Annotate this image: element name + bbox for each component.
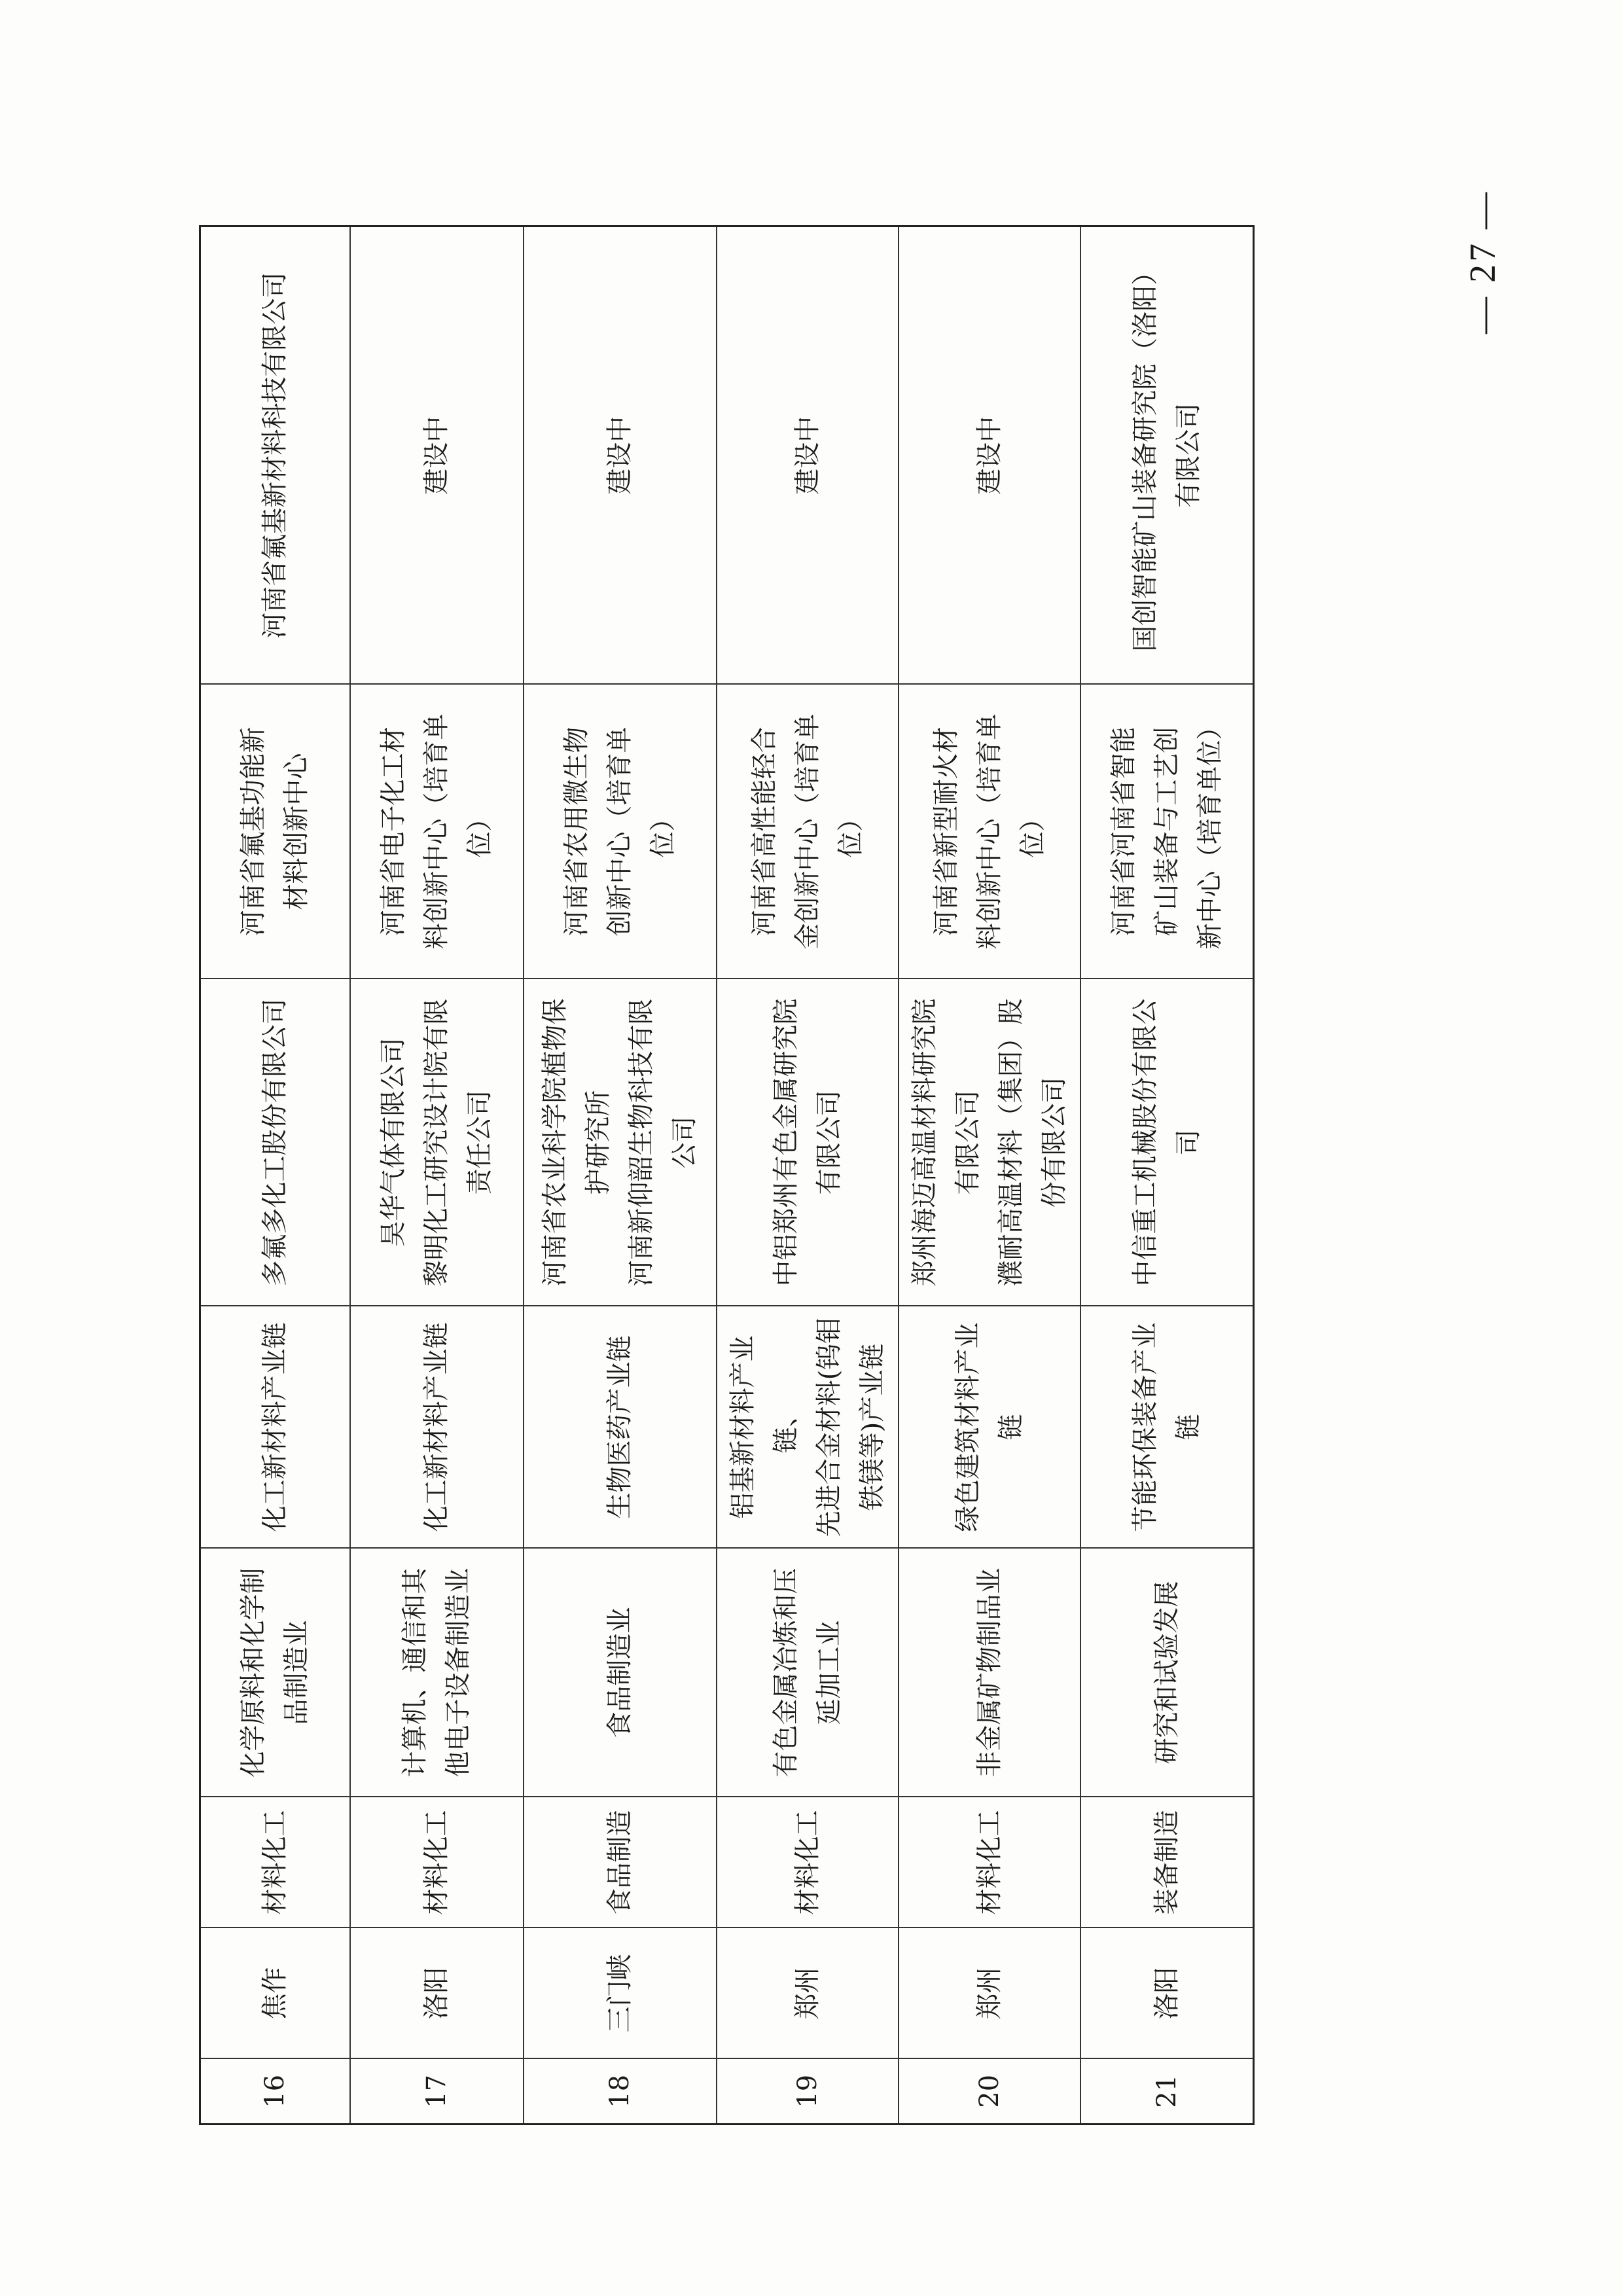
innovation-center-cell bbox=[350, 685, 524, 979]
innovation-center-text-line: 位） bbox=[1017, 805, 1048, 858]
builder-company-cell bbox=[200, 226, 350, 685]
industry-chain-text-line: 化工新材料产业链 bbox=[260, 1322, 291, 1532]
sector-cell bbox=[899, 1549, 1080, 1797]
company-cell bbox=[524, 979, 717, 1306]
company-text-line: 昊华气体有限公司 bbox=[378, 1037, 408, 1247]
builder-company-cell bbox=[1080, 226, 1254, 685]
page-number: — 27 — bbox=[1463, 190, 1503, 334]
industry-chain-text-line: 铁镁等)产业链 bbox=[857, 1343, 887, 1511]
builder-company-cell bbox=[350, 226, 524, 685]
builder-company-text-line: 建设中 bbox=[792, 416, 823, 495]
industry-chain-cell bbox=[350, 1306, 524, 1549]
city-cell: 洛阳 bbox=[1080, 1928, 1254, 2059]
table-row bbox=[1080, 226, 1254, 2125]
sector-text-line: 计算机、通信和其 bbox=[400, 1568, 430, 1778]
industry-chain-text-line: 化工新材料产业链 bbox=[421, 1322, 452, 1532]
sector-cell bbox=[1080, 1549, 1254, 1797]
industry-cell: 食品制造 bbox=[524, 1797, 717, 1928]
innovation-center-text-line: 料创新中心（培育单 bbox=[974, 713, 1005, 950]
sector-text-line: 品制造业 bbox=[281, 1620, 312, 1725]
innovation-center-text-line: 位） bbox=[465, 805, 495, 858]
sector-cell bbox=[717, 1549, 899, 1797]
company-text-line: 份有限公司 bbox=[1039, 1077, 1069, 1208]
industry-chain-text-line: 先进合金材料(钨钼 bbox=[813, 1317, 844, 1537]
table-body bbox=[200, 226, 1254, 2125]
innovation-center-text-line: 料创新中心（培育单 bbox=[421, 713, 452, 950]
table-row bbox=[899, 226, 1080, 2125]
builder-company-text-line: 建设中 bbox=[421, 416, 452, 495]
innovation-center-text-line: 材料创新中心 bbox=[281, 753, 312, 910]
company-text-line: 濮耐高温材料（集团）股 bbox=[995, 998, 1026, 1287]
table-row bbox=[524, 226, 717, 2125]
innovation-center-text-line: 河南省高性能轻合 bbox=[749, 726, 779, 937]
industry-chain-cell bbox=[1080, 1306, 1254, 1549]
builder-company-text-line: 有限公司 bbox=[1173, 403, 1204, 508]
industry-chain-text-line: 链 bbox=[995, 1414, 1026, 1441]
innovation-center-cell bbox=[1080, 685, 1254, 979]
sector-text-line: 延加工业 bbox=[813, 1620, 844, 1725]
builder-company-text-line: 河南省氟基新材料科技有限公司 bbox=[260, 272, 291, 639]
row-number-cell: 21 bbox=[1080, 2059, 1254, 2125]
builder-company-cell bbox=[899, 226, 1080, 685]
company-text-line: 河南省农业科学院植物保 bbox=[540, 998, 570, 1287]
sector-cell bbox=[200, 1549, 350, 1797]
industry-chain-cell bbox=[524, 1306, 717, 1549]
company-cell bbox=[899, 979, 1080, 1306]
innovation-center-text-line: 创新中心（培育单 bbox=[605, 726, 635, 937]
company-text-line: 中信重工机械股份有限公 bbox=[1130, 998, 1160, 1287]
row-number-cell: 16 bbox=[200, 2059, 350, 2125]
innovation-center-text-line: 新中心（培育单位） bbox=[1194, 713, 1225, 950]
sector-cell bbox=[524, 1549, 717, 1797]
table-row bbox=[717, 226, 899, 2125]
industry-chain-cell bbox=[899, 1306, 1080, 1549]
city-cell: 郑州 bbox=[717, 1928, 899, 2059]
company-text-line: 郑州海迈高温材料研究院 bbox=[909, 998, 940, 1287]
industry-chain-cell bbox=[200, 1306, 350, 1549]
innovation-center-text-line: 矿山装备与工艺创 bbox=[1151, 726, 1182, 937]
row-number-cell: 20 bbox=[899, 2059, 1080, 2125]
company-cell bbox=[717, 979, 899, 1306]
innovation-center-cell bbox=[524, 685, 717, 979]
innovation-center-cell bbox=[200, 685, 350, 979]
builder-company-cell bbox=[717, 226, 899, 685]
builder-company-text-line: 国创智能矿山装备研究院（洛阳） bbox=[1130, 259, 1160, 652]
rotated-table-wrapper bbox=[199, 227, 1236, 2125]
company-cell bbox=[200, 979, 350, 1306]
sector-text-line: 食品制造业 bbox=[605, 1607, 635, 1738]
city-cell: 郑州 bbox=[899, 1928, 1080, 2059]
innovation-center-text-line: 河南省农用微生物 bbox=[562, 726, 592, 937]
innovation-center-text-line: 金创新中心（培育单 bbox=[792, 713, 823, 950]
company-text-line: 责任公司 bbox=[465, 1090, 495, 1195]
company-text-line: 河南新仰韶生物科技有限 bbox=[626, 998, 656, 1287]
industry-cell: 材料化工 bbox=[350, 1797, 524, 1928]
sector-text-line: 他电子设备制造业 bbox=[443, 1568, 473, 1778]
company-text-line: 有限公司 bbox=[813, 1090, 844, 1195]
industry-chain-text-line: 生物医药产业链 bbox=[605, 1335, 635, 1519]
builder-company-text-line: 建设中 bbox=[974, 416, 1005, 495]
table-row bbox=[200, 226, 350, 2125]
company-cell bbox=[1080, 979, 1254, 1306]
company-text-line: 公司 bbox=[669, 1116, 700, 1169]
builder-company-text-line: 建设中 bbox=[605, 416, 635, 495]
company-text-line: 黎明化工研究设计院有限 bbox=[421, 998, 452, 1287]
industry-cell: 材料化工 bbox=[899, 1797, 1080, 1928]
innovation-center-text-line: 位） bbox=[648, 805, 678, 858]
innovation-center-text-line: 河南省新型耐火材 bbox=[931, 726, 961, 937]
company-text-line: 司 bbox=[1173, 1129, 1204, 1156]
sector-text-line: 有色金属冶炼和压 bbox=[770, 1568, 801, 1778]
table-row bbox=[350, 226, 524, 2125]
industry-chain-cell bbox=[717, 1306, 899, 1549]
innovation-center-table bbox=[199, 225, 1255, 2125]
industry-cell: 装备制造 bbox=[1080, 1797, 1254, 1928]
sector-cell bbox=[350, 1549, 524, 1797]
builder-company-cell bbox=[524, 226, 717, 685]
row-number-cell: 17 bbox=[350, 2059, 524, 2125]
innovation-center-text-line: 河南省河南省智能 bbox=[1108, 726, 1139, 937]
company-text-line: 多氟多化工股份有限公司 bbox=[260, 998, 291, 1287]
sector-text-line: 非金属矿物制品业 bbox=[974, 1568, 1005, 1778]
innovation-center-text-line: 河南省电子化工材 bbox=[378, 726, 408, 937]
innovation-center-text-line: 河南省氟基功能新 bbox=[238, 726, 269, 937]
city-cell: 焦作 bbox=[200, 1928, 350, 2059]
innovation-center-cell bbox=[899, 685, 1080, 979]
industry-chain-text-line: 铝基新材料产业链、 bbox=[727, 1335, 801, 1519]
company-text-line: 护研究所 bbox=[583, 1090, 613, 1195]
industry-cell: 材料化工 bbox=[200, 1797, 350, 1928]
innovation-center-cell bbox=[717, 685, 899, 979]
innovation-center-text-line: 位） bbox=[835, 805, 866, 858]
company-text-line: 有限公司 bbox=[952, 1090, 983, 1195]
sector-text-line: 化学原料和化学制 bbox=[238, 1568, 269, 1778]
sector-text-line: 研究和试验发展 bbox=[1151, 1581, 1182, 1765]
company-text-line: 中铝郑州有色金属研究院 bbox=[770, 998, 801, 1287]
company-cell bbox=[350, 979, 524, 1306]
industry-chain-text-line: 节能环保装备产业 bbox=[1130, 1322, 1160, 1532]
industry-chain-text-line: 链 bbox=[1173, 1414, 1204, 1441]
industry-cell: 材料化工 bbox=[717, 1797, 899, 1928]
city-cell: 洛阳 bbox=[350, 1928, 524, 2059]
row-number-cell: 18 bbox=[524, 2059, 717, 2125]
city-cell: 三门峡 bbox=[524, 1928, 717, 2059]
row-number-cell: 19 bbox=[717, 2059, 899, 2125]
industry-chain-text-line: 绿色建筑材料产业 bbox=[952, 1322, 983, 1532]
